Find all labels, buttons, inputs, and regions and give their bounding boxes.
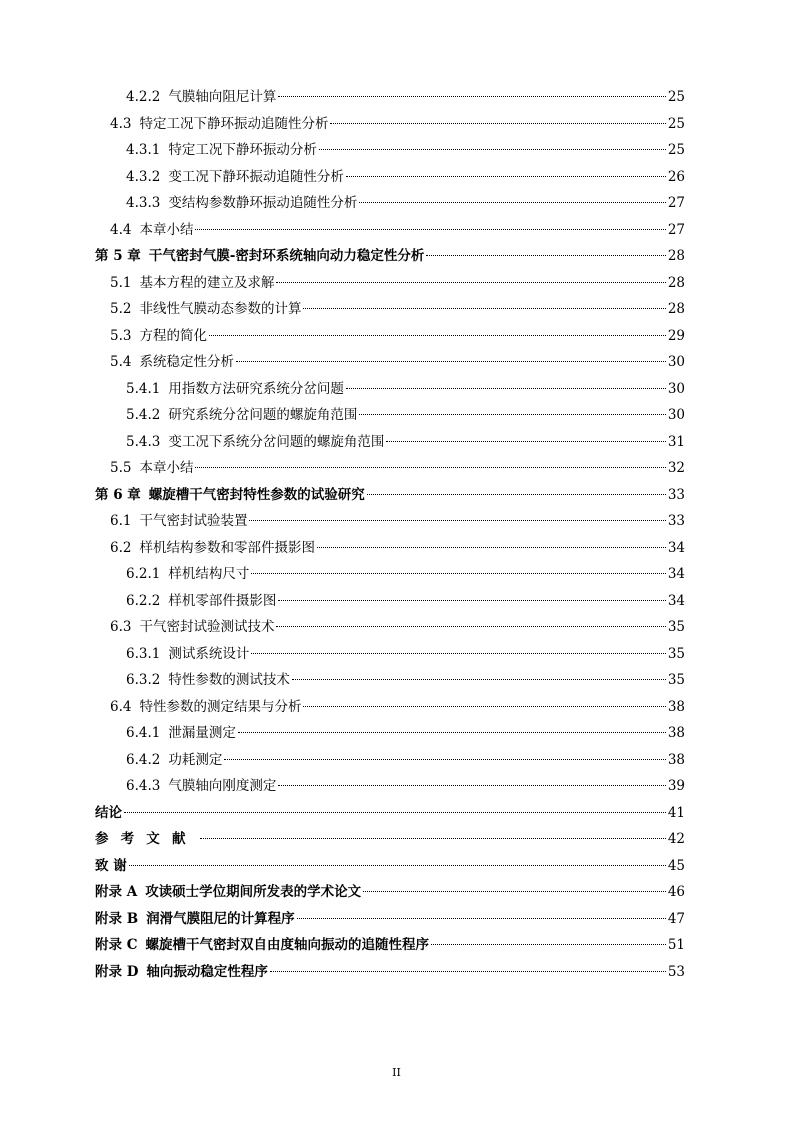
toc-entry[interactable] <box>95 773 685 800</box>
toc-entry-page: 51 <box>667 937 685 953</box>
dot-leader <box>367 494 666 495</box>
toc-entry-title: 特定工况下静环振动追随性分析 <box>139 115 329 132</box>
toc-entry-number: 5.1 <box>110 274 132 291</box>
toc-entry-title: 用指数方法研究系统分岔问题 <box>168 380 344 397</box>
toc-entry-title: 螺旋槽干气密封特性参数的试验研究 <box>148 486 365 503</box>
toc-entry[interactable] <box>95 667 685 694</box>
toc-entry-number: 4.4 <box>110 221 132 238</box>
toc-entry[interactable] <box>95 747 685 774</box>
toc-entry-number: 5.4.2 <box>126 407 161 423</box>
dot-leader <box>319 149 666 150</box>
toc-entry-page: 47 <box>667 910 685 927</box>
toc-entry-number: 4.2.2 <box>126 89 161 105</box>
dot-leader <box>278 600 665 601</box>
toc-entry[interactable] <box>95 296 685 323</box>
dot-leader <box>330 123 665 124</box>
toc-entry-page: 30 <box>667 407 685 423</box>
toc-entry-title: 变结构参数静环振动追随性分析 <box>168 195 358 211</box>
toc-entry[interactable] <box>95 243 685 270</box>
page-number: II <box>392 1066 401 1079</box>
toc-entry-page: 41 <box>667 804 685 821</box>
toc-entry-page: 33 <box>667 513 685 529</box>
toc-entry[interactable] <box>95 906 685 933</box>
toc-entry[interactable] <box>95 164 685 191</box>
dot-leader <box>359 414 665 415</box>
toc-entry-number: 5.4.1 <box>126 380 161 397</box>
dot-leader <box>292 679 666 680</box>
toc-entry-page: 53 <box>667 963 685 980</box>
toc-entry-page: 38 <box>667 751 685 768</box>
toc-entry[interactable] <box>95 853 685 880</box>
toc-entry-title: 螺旋槽干气密封双自由度轴向振动的追随性程序 <box>145 937 429 953</box>
toc-entry-number: 6.4.3 <box>126 778 161 794</box>
toc-entry-number: 4.3.2 <box>126 168 161 185</box>
toc-entry-title: 方程的简化 <box>139 327 207 344</box>
toc-entry[interactable] <box>95 641 685 668</box>
toc-entry-page: 29 <box>667 327 685 344</box>
dot-leader <box>426 255 665 256</box>
toc-entry-title: 干气密封气膜-密封环系统轴向动力稳定性分析 <box>148 248 425 264</box>
dot-leader <box>386 441 665 442</box>
dot-leader <box>297 918 666 919</box>
toc-entry-title: 变工况下系统分岔问题的螺旋角范围 <box>168 433 385 450</box>
toc-entry[interactable] <box>95 535 685 562</box>
toc-entry-page: 25 <box>667 89 685 105</box>
dot-leader <box>209 335 666 336</box>
table-of-contents <box>95 84 685 985</box>
toc-entry-number: 5.3 <box>110 327 132 344</box>
toc-entry-page: 28 <box>667 248 685 264</box>
toc-entry-number: 6.4.1 <box>126 725 161 741</box>
toc-entry-page: 32 <box>667 460 685 476</box>
toc-entry[interactable] <box>95 84 685 111</box>
toc-entry-number: 6.4.2 <box>126 751 161 768</box>
toc-entry-number: 5.4 <box>110 354 132 370</box>
toc-entry-number: 6.1 <box>110 513 132 529</box>
toc-entry-title: 干气密封试验测试技术 <box>139 619 275 635</box>
toc-entry-page: 42 <box>667 831 685 847</box>
dot-leader <box>431 944 666 945</box>
dot-leader <box>129 865 666 866</box>
toc-entry-page: 31 <box>667 433 685 450</box>
toc-entry[interactable] <box>95 323 685 350</box>
toc-entry-number: 4.3 <box>110 115 132 132</box>
dot-leader <box>303 308 665 309</box>
toc-entry-title: 样机结构尺寸 <box>168 566 250 582</box>
toc-entry-title: 功耗测定 <box>168 751 223 768</box>
toc-entry-page: 34 <box>667 539 685 556</box>
toc-entry-number: 4.3.1 <box>126 142 161 158</box>
dot-leader <box>363 891 666 892</box>
toc-entry-title: 特性参数的测试技术 <box>168 672 290 688</box>
toc-entry-page: 28 <box>667 274 685 291</box>
dot-leader <box>224 759 665 760</box>
toc-entry-number: 附录 A <box>95 884 138 900</box>
toc-entry-number: 第 5 章 <box>95 248 141 264</box>
toc-entry-page: 35 <box>667 619 685 635</box>
toc-entry-number: 6.3.1 <box>126 645 161 662</box>
dot-leader <box>236 361 666 362</box>
toc-entry-page: 27 <box>667 195 685 211</box>
dot-leader <box>238 732 666 733</box>
toc-entry[interactable] <box>95 376 685 403</box>
toc-entry-title: 攻读硕士学位期间所发表的学术论文 <box>145 884 362 900</box>
toc-entry-page: 33 <box>667 486 685 503</box>
toc-entry-page: 34 <box>667 566 685 582</box>
toc-entry-page: 25 <box>667 115 685 132</box>
dot-leader <box>276 626 665 627</box>
toc-entry[interactable] <box>95 800 685 827</box>
dot-leader <box>346 388 666 389</box>
toc-entry-page: 45 <box>667 857 685 874</box>
toc-entry-title: 系统稳定性分析 <box>139 354 234 370</box>
toc-entry[interactable] <box>95 614 685 641</box>
dot-leader <box>195 229 665 230</box>
toc-entry-number: 6.4 <box>110 698 132 715</box>
toc-entry[interactable] <box>95 508 685 535</box>
toc-entry-page: 27 <box>667 221 685 238</box>
toc-entry-number: 附录 B <box>95 910 139 927</box>
dot-leader <box>278 96 665 97</box>
toc-entry[interactable] <box>95 217 685 244</box>
toc-entry-number: 6.3.2 <box>126 672 161 688</box>
toc-entry-page: 46 <box>667 884 685 900</box>
toc-entry-title: 结论 <box>95 804 122 821</box>
toc-entry[interactable] <box>95 932 685 959</box>
dot-leader <box>276 282 665 283</box>
dot-leader <box>317 547 666 548</box>
toc-entry-title: 润滑气膜阻尼的计算程序 <box>146 910 295 927</box>
toc-entry-number: 5.2 <box>110 301 132 317</box>
toc-entry-title: 气膜轴向阻尼计算 <box>168 89 277 105</box>
toc-entry-title: 参考文献 <box>95 831 198 847</box>
toc-entry-number: 第 6 章 <box>95 486 141 503</box>
toc-entry-number: 6.2 <box>110 539 132 556</box>
toc-entry-page: 35 <box>667 645 685 662</box>
toc-entry[interactable] <box>95 482 685 509</box>
toc-entry-number: 6.3 <box>110 619 132 635</box>
toc-entry[interactable] <box>95 588 685 615</box>
dot-leader <box>270 971 666 972</box>
toc-entry-page: 28 <box>667 301 685 317</box>
toc-entry[interactable] <box>95 270 685 297</box>
toc-entry-number: 附录 C <box>95 937 138 953</box>
toc-entry[interactable] <box>95 137 685 164</box>
toc-entry-number: 6.2.2 <box>126 592 161 609</box>
toc-entry-title: 测试系统设计 <box>168 645 250 662</box>
toc-entry-title: 泄漏量测定 <box>168 725 236 741</box>
toc-entry-number: 6.2.1 <box>126 566 161 582</box>
toc-entry-page: 38 <box>667 725 685 741</box>
toc-entry-number: 4.3.3 <box>126 195 161 211</box>
dot-leader <box>303 706 665 707</box>
dot-leader <box>346 176 666 177</box>
dot-leader <box>249 520 665 521</box>
toc-entry-title: 基本方程的建立及求解 <box>139 274 275 291</box>
toc-entry-page: 30 <box>667 380 685 397</box>
toc-entry[interactable] <box>95 561 685 588</box>
toc-entry-title: 本章小结 <box>139 460 194 476</box>
toc-entry-title: 气膜轴向刚度测定 <box>168 778 277 794</box>
toc-entry-page: 38 <box>667 698 685 715</box>
dot-leader <box>251 653 665 654</box>
toc-entry[interactable] <box>95 190 685 217</box>
toc-entry-title: 样机结构参数和零部件摄影图 <box>139 539 315 556</box>
toc-entry[interactable] <box>95 720 685 747</box>
toc-entry-page: 25 <box>667 142 685 158</box>
toc-entry[interactable] <box>95 349 685 376</box>
toc-entry-page: 35 <box>667 672 685 688</box>
toc-entry-page: 39 <box>667 778 685 794</box>
toc-entry[interactable] <box>95 694 685 721</box>
toc-entry[interactable] <box>95 879 685 906</box>
toc-entry-title: 非线性气膜动态参数的计算 <box>139 301 302 317</box>
toc-entry-page: 34 <box>667 592 685 609</box>
toc-entry-title: 干气密封试验装置 <box>139 513 248 529</box>
toc-entry-title: 轴向振动稳定性程序 <box>146 963 268 980</box>
dot-leader <box>359 202 665 203</box>
toc-entry-title: 变工况下静环振动追随性分析 <box>168 168 344 185</box>
toc-entry-number: 附录 D <box>95 963 139 980</box>
dot-leader <box>251 573 665 574</box>
toc-entry-title: 致 谢 <box>95 857 127 874</box>
toc-entry[interactable] <box>95 959 685 986</box>
dot-leader <box>278 785 665 786</box>
toc-entry-number: 5.5 <box>110 460 132 476</box>
toc-entry[interactable] <box>95 429 685 456</box>
toc-entry-title: 特定工况下静环振动分析 <box>168 142 317 158</box>
toc-entry[interactable] <box>95 455 685 482</box>
toc-entry-page: 26 <box>667 168 685 185</box>
dot-leader <box>200 838 666 839</box>
toc-entry-page: 30 <box>667 354 685 370</box>
toc-entry-title: 样机零部件摄影图 <box>168 592 277 609</box>
toc-entry-title: 特性参数的测定结果与分析 <box>139 698 302 715</box>
dot-leader <box>124 812 666 813</box>
toc-entry-title: 本章小结 <box>139 221 194 238</box>
toc-entry-number: 5.4.3 <box>126 433 161 450</box>
toc-entry[interactable] <box>95 111 685 138</box>
dot-leader <box>195 467 665 468</box>
toc-entry[interactable] <box>95 402 685 429</box>
toc-entry[interactable] <box>95 826 685 853</box>
toc-entry-title: 研究系统分岔问题的螺旋角范围 <box>168 407 358 423</box>
